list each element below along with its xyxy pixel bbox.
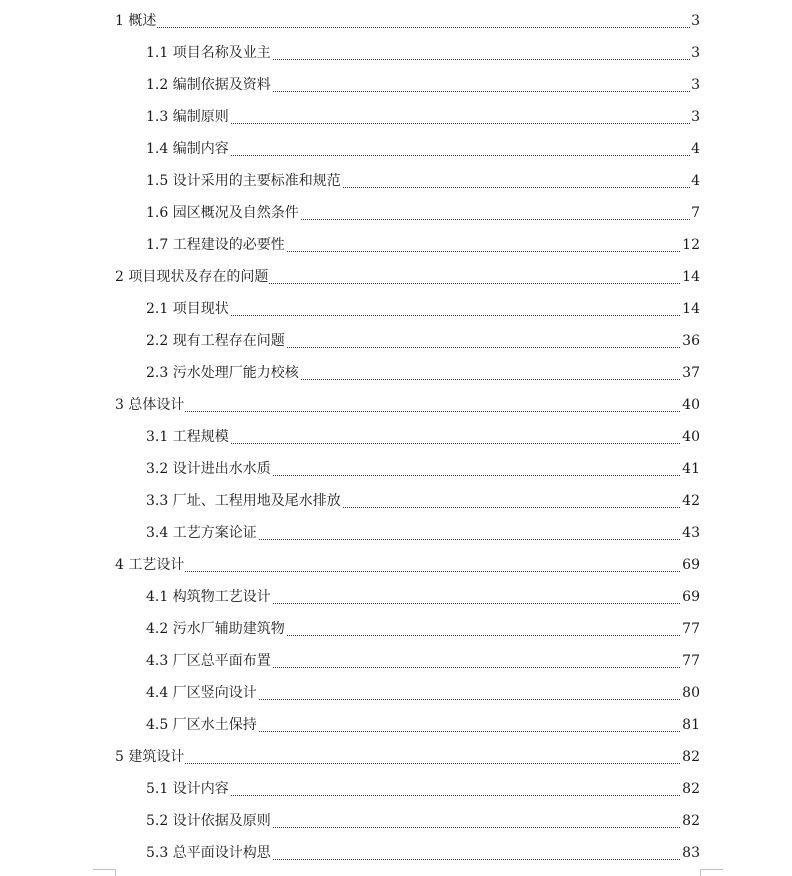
toc-page-number: 69 bbox=[681, 581, 700, 613]
page-corner-mark-right bbox=[700, 869, 723, 876]
toc-page-number: 3 bbox=[690, 5, 700, 37]
toc-chapter-entry[interactable] bbox=[0, 549, 792, 581]
toc-entry-title bbox=[146, 613, 286, 645]
toc-entry-label: 3 总体设计 bbox=[115, 397, 185, 413]
toc-page-number: 40 bbox=[681, 389, 700, 421]
toc-entry-label: 2.3 污水处理厂能力校核 bbox=[146, 365, 299, 381]
toc-entry-title bbox=[146, 709, 258, 741]
toc-entry-title bbox=[146, 197, 300, 229]
toc-page-number: 4 bbox=[690, 165, 700, 197]
toc-page-number: 14 bbox=[681, 261, 700, 293]
toc-entry-title bbox=[115, 5, 157, 37]
toc-entry-title bbox=[146, 229, 286, 261]
toc-section-entry[interactable] bbox=[0, 69, 792, 101]
toc-entry-label: 3.2 设计进出水水质 bbox=[146, 461, 271, 477]
toc-entry-title bbox=[146, 325, 286, 357]
toc-entry-title bbox=[146, 133, 230, 165]
toc-entry-title bbox=[146, 453, 272, 485]
toc-entry-label: 1.4 编制内容 bbox=[146, 141, 229, 157]
toc-section-entry[interactable] bbox=[0, 709, 792, 741]
toc-entry-title bbox=[146, 645, 272, 677]
toc-page-number: 3 bbox=[690, 101, 700, 133]
toc-entry-label: 4.3 厂区总平面布置 bbox=[146, 653, 271, 669]
toc-dot-leader bbox=[115, 763, 700, 764]
toc-page-number: 7 bbox=[690, 197, 700, 229]
toc-page-number: 41 bbox=[681, 453, 700, 485]
toc-entry-title bbox=[146, 165, 342, 197]
toc-section-entry[interactable] bbox=[0, 325, 792, 357]
toc-page-number: 42 bbox=[681, 485, 700, 517]
toc-chapter-entry[interactable] bbox=[0, 741, 792, 773]
toc-page-number: 69 bbox=[681, 549, 700, 581]
toc-entry-title bbox=[146, 293, 230, 325]
toc-entry-label: 1.2 编制依据及资料 bbox=[146, 77, 271, 93]
toc-section-entry[interactable] bbox=[0, 581, 792, 613]
toc-entry-label: 1.5 设计采用的主要标准和规范 bbox=[146, 173, 341, 189]
toc-entry-title bbox=[146, 357, 300, 389]
toc-entry-title bbox=[146, 485, 342, 517]
toc-entry-title bbox=[146, 69, 272, 101]
toc-dot-leader bbox=[115, 27, 700, 28]
toc-chapter-entry[interactable] bbox=[0, 389, 792, 421]
toc-entry-label: 2 项目现状及存在的问题 bbox=[115, 269, 269, 285]
toc-entry-label: 5.3 总平面设计构思 bbox=[146, 845, 271, 861]
toc-chapter-entry[interactable] bbox=[0, 261, 792, 293]
toc-entry-label: 1.6 园区概况及自然条件 bbox=[146, 205, 299, 221]
toc-section-entry[interactable] bbox=[0, 517, 792, 549]
toc-entry-title bbox=[115, 389, 185, 421]
toc-page-number: 36 bbox=[681, 325, 700, 357]
toc-entry-title bbox=[146, 805, 272, 837]
toc-page-number: 3 bbox=[690, 37, 700, 69]
toc-page-number: 82 bbox=[681, 805, 700, 837]
toc-entry-title bbox=[146, 773, 230, 805]
toc-page-number: 14 bbox=[681, 293, 700, 325]
toc-section-entry[interactable] bbox=[0, 677, 792, 709]
toc-entry-title bbox=[115, 549, 185, 581]
toc-entry-label: 4 工艺设计 bbox=[115, 557, 185, 573]
toc-section-entry[interactable] bbox=[0, 101, 792, 133]
toc-entry-label: 3.1 工程规模 bbox=[146, 429, 229, 445]
toc-entry-label: 5.1 设计内容 bbox=[146, 781, 229, 797]
toc-chapter-entry[interactable] bbox=[0, 5, 792, 37]
toc-entry-title bbox=[146, 101, 230, 133]
toc-section-entry[interactable] bbox=[0, 229, 792, 261]
toc-page-number: 40 bbox=[681, 421, 700, 453]
toc-entry-label: 4.1 构筑物工艺设计 bbox=[146, 589, 271, 605]
toc-entry-label: 4.2 污水厂辅助建筑物 bbox=[146, 621, 285, 637]
toc-page-number: 82 bbox=[681, 773, 700, 805]
toc-section-entry[interactable] bbox=[0, 37, 792, 69]
toc-entry-title bbox=[146, 837, 272, 869]
toc-entry-title bbox=[146, 421, 230, 453]
toc-page-number: 12 bbox=[681, 229, 700, 261]
toc-entry-title bbox=[115, 741, 185, 773]
toc-entry-label: 4.4 厂区竖向设计 bbox=[146, 685, 257, 701]
toc-entry-label: 2.2 现有工程存在问题 bbox=[146, 333, 285, 349]
toc-section-entry[interactable] bbox=[0, 197, 792, 229]
toc-page-number: 83 bbox=[681, 837, 700, 869]
toc-section-entry[interactable] bbox=[0, 133, 792, 165]
toc-dot-leader bbox=[115, 571, 700, 572]
toc-dot-leader bbox=[115, 411, 700, 412]
page-corner-mark-left bbox=[93, 869, 116, 876]
toc-section-entry[interactable] bbox=[0, 645, 792, 677]
toc-section-entry[interactable] bbox=[0, 613, 792, 645]
toc-page-number: 82 bbox=[681, 741, 700, 773]
toc-page-number: 77 bbox=[681, 613, 700, 645]
toc-page-number: 80 bbox=[681, 677, 700, 709]
toc-entry-label: 3.4 工艺方案论证 bbox=[146, 525, 257, 541]
toc-entry-title bbox=[146, 677, 258, 709]
toc-page-number: 43 bbox=[681, 517, 700, 549]
toc-page-number: 3 bbox=[690, 69, 700, 101]
toc-section-entry[interactable] bbox=[0, 805, 792, 837]
toc-section-entry[interactable] bbox=[0, 357, 792, 389]
toc-page-number: 77 bbox=[681, 645, 700, 677]
toc-section-entry[interactable] bbox=[0, 773, 792, 805]
toc-section-entry[interactable] bbox=[0, 837, 792, 869]
toc-entry-label: 5.2 设计依据及原则 bbox=[146, 813, 271, 829]
toc-entry-title bbox=[146, 517, 258, 549]
toc-entry-label: 1.7 工程建设的必要性 bbox=[146, 237, 285, 253]
toc-entry-label: 1 概述 bbox=[115, 13, 157, 29]
toc-section-entry[interactable] bbox=[0, 165, 792, 197]
toc-entry-label: 2.1 项目现状 bbox=[146, 301, 229, 317]
toc-page-number: 4 bbox=[690, 133, 700, 165]
toc-entry-title bbox=[115, 261, 269, 293]
toc-section-entry[interactable] bbox=[0, 421, 792, 453]
toc-page-number: 81 bbox=[681, 709, 700, 741]
toc-entry-label: 1.3 编制原则 bbox=[146, 109, 229, 125]
toc-section-entry[interactable] bbox=[0, 485, 792, 517]
toc-page-number: 37 bbox=[681, 357, 700, 389]
toc-section-entry[interactable] bbox=[0, 293, 792, 325]
toc-entry-title bbox=[146, 37, 272, 69]
toc-section-entry[interactable] bbox=[0, 453, 792, 485]
toc-entry-label: 4.5 厂区水土保持 bbox=[146, 717, 257, 733]
toc-entry-label: 1.1 项目名称及业主 bbox=[146, 45, 271, 61]
toc-entry-label: 3.3 厂址、工程用地及尾水排放 bbox=[146, 493, 341, 509]
toc-entry-label: 5 建筑设计 bbox=[115, 749, 185, 765]
toc-entry-title bbox=[146, 581, 272, 613]
